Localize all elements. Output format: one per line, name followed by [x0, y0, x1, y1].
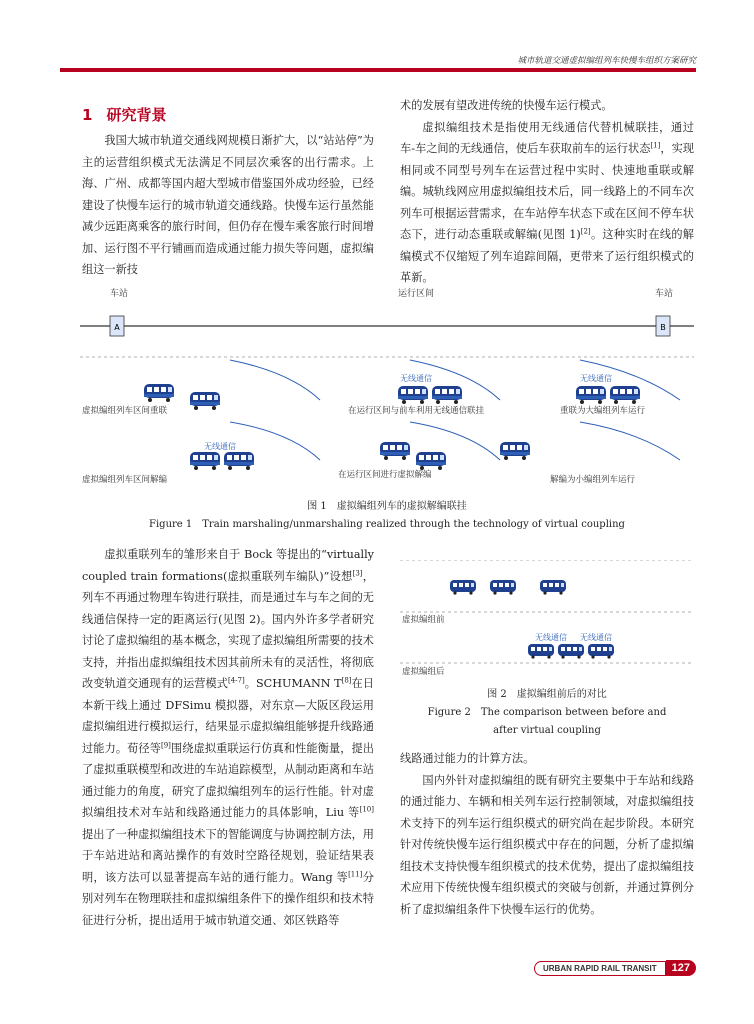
text-run: 分别对列车在物理联挂和虚拟编组条件下的操作组织和技术特征进行分析，提出适用于城市轨道交通、郊区铁路等: [82, 870, 374, 927]
label-station-left: 车站: [110, 289, 129, 299]
wireless-label: 无线通信: [400, 374, 432, 383]
text-run: 。SCHUMANN T: [244, 677, 342, 690]
wireless-label: 无线通信: [204, 442, 236, 451]
running-title: 城市轨道交通虚拟编组列车快慢车组织方案研究: [517, 56, 696, 66]
text-run: 在日本新干线上通过 DFSimu 模拟器，对东京—大阪区段运用虚拟编组进行模拟运行，结果显示虚拟编组能够提升线路通过能力。荀径等: [82, 677, 374, 755]
figure-2: [400, 560, 694, 680]
label-after: 虚拟编组后: [402, 667, 445, 677]
citation: [4-7]: [228, 676, 245, 685]
train-icon: [610, 386, 640, 404]
row1-right-label: 重联为大编组列车运行: [560, 406, 646, 416]
row1-mid-label: 在运行区间与前车利用无线通信联挂: [348, 406, 485, 416]
paragraph: [82, 544, 374, 931]
train-icon: [432, 386, 462, 404]
row2-left-label: 虚拟编组列车区间解编: [82, 475, 168, 485]
label-station-right: 车站: [655, 289, 674, 299]
citation: [2]: [580, 227, 591, 236]
text-run: ，列车不再通过物理车钩进行联挂，而是通过车与车之间的无线通信保持一定的距离运行(见图 2)。国内外许多学者研究讨论了虚拟编组的基本概念，实现了虚拟编组所需要的技术支持，并指出虚拟编组技术因其前所未有的灵活性，将彻底改变轨道交通现有的运营模式: [82, 569, 374, 690]
row1-left-label: 虚拟编组列车区间重联: [82, 406, 168, 416]
paragraph: 术的发展有望改进传统的快慢车运行模式。: [400, 99, 613, 112]
figure-1-caption: [80, 498, 694, 534]
text-run: 提出了一种虚拟编组技术下的智能调度与协调控制方法，用于车站进站和离站操作的有效时空路径规划，验证结果表明，该方法可以显著提高车站的通行能力。Wang 等: [82, 827, 374, 884]
row2-right-label: 解编为小编组列车运行: [550, 475, 636, 485]
label-interval: 运行区间: [398, 289, 435, 299]
train-icon: [380, 442, 410, 460]
citation: [9]: [160, 740, 171, 749]
left-column-top: [82, 130, 374, 281]
text-run: 虚拟重联列车的雏形来自于 Bock 等提出的“virtually coupled train formations(虚拟重联列车编队)”设想: [82, 548, 374, 583]
wireless-label: 无线通信: [535, 633, 567, 642]
section-number: 1: [82, 106, 93, 124]
wireless-label: 无线通信: [580, 633, 612, 642]
page-number: 127: [666, 960, 696, 976]
train-icon: [576, 386, 606, 404]
wireless-label: 无线通信: [580, 374, 612, 383]
train-icon: [398, 386, 428, 404]
footer: [534, 960, 696, 976]
caption-cn: 图 2 虚拟编组前后的对比: [487, 689, 607, 700]
citation: [8]: [341, 676, 352, 685]
text-run: 虚拟编组技术是指使用无线通信代替机械联挂，通过车-车之间的无线通信，使后车获取前车的运行状态: [400, 120, 694, 155]
paragraph: 我国大城市轨道交通线网规模日渐扩大，以“站站停”为主的运营组织模式无法满足不同层次乘客的出行需求。上海、广州、成都等国内超大型城市借鉴国外成功经验，已经建设了快慢车运行的城市轨道交通线路。快慢车运行虽然能减少远距离乘客的旅行时间，但仍存在慢车乘客旅行时间增加、运行图不平行铺画而造成通过能力损失等问题，虚拟编组这一新技: [82, 134, 374, 276]
citation: [11]: [348, 869, 363, 878]
citation: [10]: [359, 805, 374, 814]
text-run: ，实现相同或不同型号列车在运营过程中实时、快速地重联或解编。城轨线网应用虚拟编组技术后，同一线路上的不同车次列车可根据运营需求，在车站停车状态下或在区间不停车状态下，进行动态重联或解编(见图 1): [400, 142, 694, 241]
train-icon: [558, 644, 584, 659]
figure-2-caption: [400, 686, 694, 740]
caption-en: after virtual coupling: [493, 725, 601, 736]
train-icon: [528, 644, 554, 659]
caption-cn: 图 1 虚拟编组列车的虚拟解编联挂: [307, 501, 467, 512]
station-b-label: B: [660, 323, 666, 332]
section-heading: [82, 104, 166, 125]
text-run: 围绕虚拟重联运行仿真和性能衡量，提出了虚拟重联模型和改进的车站追踪模型，从制动距离和车站通过能力的角度，研究了虚拟编组列车的运行性能。针对虚拟编组技术对车站和线路通过能力的具体影响，Liu 等: [82, 741, 374, 819]
train-icon: [490, 580, 516, 595]
train-icon: [416, 452, 446, 470]
train-icon: [224, 452, 254, 470]
citation: [3]: [352, 568, 363, 577]
text-run: 。这种实时在线的解编模式不仅缩短了列车追踪间隔，更带来了运行组织模式的革新。: [400, 228, 694, 284]
paragraph: 国内外针对虚拟编组的既有研究主要集中于车站和线路的通过能力、车辆和相关列车运行控制领域，对虚拟编组技术支持下的列车运行组织模式的研究尚在起步阶段。本研究针对传统快慢车运行组织模式中存在的问题，分析了虚拟编组技术支持快慢车组织模式的技术优势，提出了虚拟编组技术应用下传统快慢车组织模式的突破与创新，并通过算例分析了虚拟编组条件下快慢车运行的优势。: [400, 773, 694, 916]
train-icon: [190, 452, 220, 470]
left-column-bottom: [82, 544, 374, 931]
train-icon: [588, 644, 614, 659]
header-rule: [60, 68, 696, 72]
citation: [1]: [650, 141, 661, 150]
caption-en: Figure 1 Train marshaling/unmarshaling realized through the technology of virtual coupling: [149, 519, 625, 530]
train-icon: [540, 580, 566, 595]
train-icon: [500, 442, 530, 460]
paragraph: 线路通过能力的计算方法。: [400, 752, 535, 765]
arc: [580, 422, 680, 460]
arc: [230, 360, 320, 400]
journal-name: URBAN RAPID RAIL TRANSIT: [534, 961, 666, 976]
figure-1: [80, 282, 694, 494]
section-title: 研究背景: [106, 106, 167, 124]
train-icon: [190, 392, 220, 410]
station-a-label: A: [114, 323, 120, 332]
paragraph: [400, 117, 694, 289]
caption-en: Figure 2 The comparison between before and: [427, 707, 667, 718]
train-icon: [144, 384, 174, 402]
right-column-top: [400, 95, 694, 289]
train-icon: [450, 580, 476, 595]
right-column-bottom: [400, 748, 694, 920]
label-before: 虚拟编组前: [402, 615, 445, 625]
row2-mid-label: 在运行区间进行虚拟解编: [338, 470, 432, 480]
